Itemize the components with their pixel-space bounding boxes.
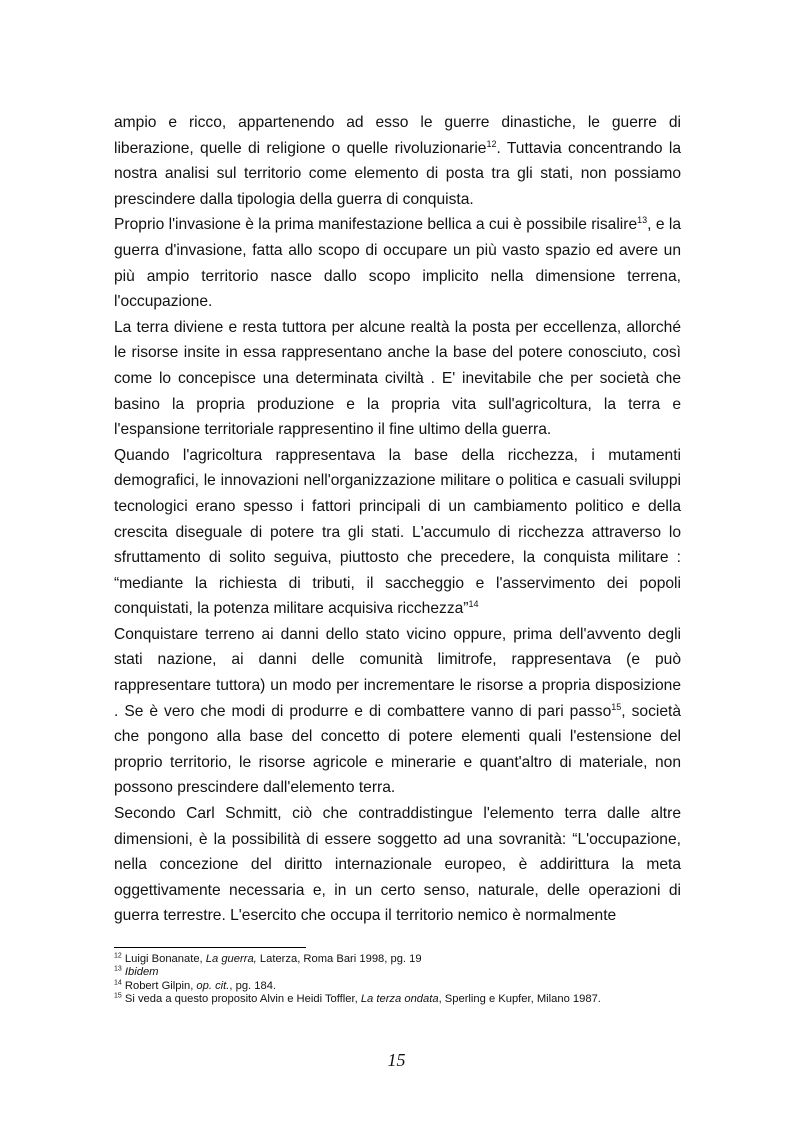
text-run: , Sperling e Kupfer, Milano 1987. [438,993,601,1006]
footnote [114,980,681,993]
paragraph [114,110,681,212]
citation-title: La terza ondata [360,993,439,1006]
paragraph [114,212,681,314]
text-run: Secondo Carl Schmitt, ciò che contraddistingue l'elemento terra dalle altre dimensioni, è la possibilità di essere soggetto ad una sovranità: “L'occupazione, nella concezione del diritto internazionale europeo, è addirittura la meta oggettivamente necessaria e, in un certo senso, naturale, delle operazioni di guerra terrestre. L'esercito che occupa il territorio nemico è normalmente [114,805,681,925]
text-run: , e la guerra d'invasione, fatta allo scopo di occupare un più vasto spazio ed avere un più ampio territorio nasce dallo scopo implicito nella dimensione terrena, l'occupazione. [114,216,682,311]
footnote [114,993,681,1006]
footnote [114,966,681,979]
text-run: Proprio l'invasione è la prima manifestazione bellica a cui è possibile risalire [114,216,638,234]
footnote-number: 13 [114,965,122,973]
paragraph [114,315,681,443]
paragraph [114,801,681,929]
footnote-number: 12 [114,952,122,960]
text-run: Robert Gilpin, [121,979,197,992]
footnote-ref: 14 [468,599,479,610]
text-run: , pg. 184. [229,979,277,992]
body-text [114,110,681,929]
text-run: , società che pongono alla base del concetto di potere elementi quali l'estensione del proprio territorio, le risorse agricole e minerarie e quant'altro di materiale, non possono prescindere dall'elemento terra. [114,702,682,797]
footnote-ref: 15 [611,701,622,712]
text-run: Laterza, Roma Bari 1998, pg. 19 [256,953,422,965]
text-run: ampio e ricco, appartenendo ad esso le guerre dinastiche, le guerre di liberazione, quelle di religione o quelle rivoluzionarie [114,114,681,157]
citation-title: La guerra, [205,953,257,965]
text-run: Conquistare terreno ai danni dello stato vicino oppure, prima dell'avvento degli stati nazione, ai danni delle comunità limitrofe, rappresentava (e può rappresentare tuttora) un modo per incrementare le risorse a propria disposizione . Se è vero che modi di produrre e di combattere vanno di pari passo [114,625,681,720]
page-number: 15 [387,1050,406,1070]
text-run: . Tuttavia concentrando la nostra analisi sul territorio come elemento di posta tra gli stati, non possiamo prescindere dalla tipologia della guerra di conquista. [114,139,681,208]
footnote-number: 14 [114,979,122,987]
footnote-ref: 12 [486,138,497,149]
citation-title: op. cit. [196,979,230,992]
text-run: Luigi Bonanate, [121,953,206,965]
paragraph [114,622,681,801]
footnote-number: 15 [114,992,122,1000]
footnote-separator [114,947,306,948]
citation-title: Ibidem [124,966,159,979]
footnote [114,953,681,966]
footnote-ref: 13 [637,215,648,226]
paragraph [114,443,681,622]
text-run: La terra diviene e resta tuttora per alcune realtà la posta per eccellenza, allorché le risorse insite in essa rappresentano anche la base del potere conosciuto, così come lo concepisce una determinata civiltà . E' inevitabile che per società che basino la propria produzione e la propria vita sull'agricoltura, la terra e l'espansione territoriale rappresentino il fine ultimo della guerra. [114,318,681,439]
text-run: Si veda a questo proposito Alvin e Heidi Toffler, [121,993,361,1006]
text-run: Quando l'agricoltura rappresentava la base della ricchezza, i mutamenti demografici, le innovazioni nell'organizzazione militare o politica e casuali sviluppi tecnologici erano spesso i fattori principali di un cambiamento politico e della crescita diseguale di potere tra gli stati. L'accumulo di ricchezza attraverso lo sfruttamento di solito seguiva, piuttosto che precedere, la conquista militare : “mediante la richiesta di tributi, il saccheggio e l'asservimento dei popoli conquistati, la potenza militare acquisiva ricchezza” [114,446,681,618]
footnotes [114,953,681,1007]
